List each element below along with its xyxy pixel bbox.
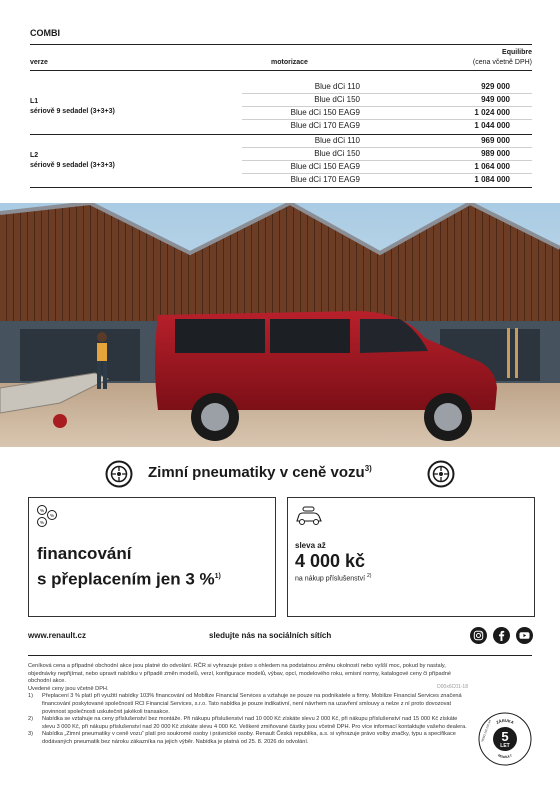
price-cell: 1 024 000 [474,108,510,117]
engine-cell: Blue dCi 150 EAG9 [290,162,360,171]
table-row [242,148,532,161]
hero-photo [0,203,560,447]
engine-cell: Blue dCi 170 EAG9 [290,121,360,130]
table-header-divider [30,70,532,71]
price-cell: 929 000 [481,82,510,91]
engine-cell: Blue dCi 110 [314,82,360,91]
engine-cell: Blue dCi 150 EAG9 [290,108,360,117]
financing-line1: financování [37,544,132,563]
svg-text:%: % [39,519,45,525]
price-cell: 1 064 000 [474,162,510,171]
svg-text:%: % [49,512,55,518]
engine-cell: Blue dCi 110 [314,136,360,145]
financing-box [28,497,276,617]
warranty-badge [478,712,532,766]
footnote-number: 2) [28,716,33,723]
badge-bottom-text: RENAULT [497,753,513,760]
footnote-text: Přeplacení 3 % platí při využití nabídky 103% financování od Mobilize Financial Services a vztahuje se pouze na podnikatele a firmy. Mobilize Financial Services značená financování poskytované společností RCI Financial Services, s.r.o. Tato nabídka je pouze indikativní, není návrhem na uzavření smlouvy a nelze z ní proto dovozovat povinnost společnosti uskutečnit jakékoli transakce. [42,693,462,715]
financing-line2: s přeplacením jen 3 % [37,569,215,589]
document-ref: D00x6C01-18 [437,684,468,690]
footnote-text: Nabídka „Zimní pneumatiky v ceně vozu“ platí pro soukromé osoby i právnické osoby. Renault Česká republika, a.s. si vyhrazuje právo volby značky, typu a specifikace dodávaných pneumatik bez nároku zákazníka na jejich výběr. Nabídka je platná od 25. 8. 2026 do odvolání. [42,731,456,745]
badge-top-text: ZÁRUKA [495,717,515,725]
badge-unit: LET [500,743,510,749]
winter-tyres-ref: 3) [364,464,372,473]
badge-left-text: NEBO 200 000 km [480,719,492,743]
facebook-icon[interactable] [493,627,510,644]
fine-print [28,663,468,747]
financing-ref: 1) [214,573,221,580]
footnote-text: Nabídka se vztahuje na ceny příslušenství bez montáže. Při nákupu příslušenství nad 10 000 Kč získáte slevu 2 000 Kč, při nákupu příslušenství nad 15 000 Kč získáte slevu 3 000 Kč, při nákupu příslušenství nad 20 000 Kč získáte slevu 4 000 Kč. Veškeré zmiňované částky jsou včetně DPH. Pro více informací kontaktujte vašeho dealera. [42,716,467,730]
discount-value: 4 000 kč [295,551,366,571]
car-roofbox-icon [294,506,324,528]
col-header-verze: verze [30,59,48,66]
table-row [242,107,532,120]
col-header-motorizace: motorizace [271,59,308,66]
footnote [28,731,468,746]
table-group-l1 [30,80,532,135]
engine-cell: Blue dCi 170 EAG9 [290,175,360,184]
price-cell: 949 000 [481,95,510,104]
col-header-price [473,48,532,68]
financing-text [37,542,221,591]
table-group-l2 [30,134,532,189]
price-cell: 1 084 000 [474,175,510,184]
youtube-icon[interactable] [516,627,533,644]
section-title: COMBI [30,28,60,38]
discount-label: sleva až [295,541,326,550]
table-row [242,94,532,107]
footnote [28,693,468,716]
footnote [28,716,468,731]
tyre-icon [427,460,455,488]
discount-note [295,573,371,582]
discount-note-text: na nákup příslušenství [295,575,366,583]
price-cell: 989 000 [481,149,510,158]
footnote-number: 3) [28,731,33,738]
tyre-icon [105,460,133,488]
price-cell: 1 044 000 [474,121,510,130]
table-row [242,81,532,94]
group-seats: sériově 9 sedadel (3+3+3) [30,108,115,115]
group-name: L2 [30,152,39,159]
svg-text:%: % [39,507,45,513]
winter-tyres-text: Zimní pneumatiky v ceně vozu [148,464,365,481]
percent-coins-icon [35,504,59,528]
table-row [242,135,532,148]
winter-tyres-title [148,464,372,481]
accessories-discount-box [287,497,535,617]
vat-note: Uvedené ceny jsou včetně DPH. [28,685,109,692]
table-row [242,120,532,133]
table-row [242,174,532,187]
footnote-number: 1) [28,693,33,700]
header-divider [30,44,532,45]
social-text: sledujte nás na sociálních sítích [209,631,332,640]
table-row [242,161,532,174]
website-link[interactable]: www.renault.cz [28,631,86,640]
fine-print-intro: Ceníková cena a případné obchodní akce jsou platné do odvolání. RČR si vyhrazuje právo s ohledem na podstatnou změnu okolností nebo vyšší moc, pokud by nastaly, objednávky nepřijímat, nebo upravit nabídku v případě změn modelů, verzí, konfigurace modelů, výbav, opcí, modelového roku, emisní normy, katalogové ceny či případné obchodní akce. [28,663,451,685]
group-label [30,151,115,171]
col-header-price-title: Equilibre [502,49,532,56]
price-cell: 969 000 [481,136,510,145]
group-label [30,97,115,117]
footer-divider [28,655,532,656]
group-name: L1 [30,98,39,105]
winter-tyres-banner [0,452,560,496]
group-seats: sériově 9 sedadel (3+3+3) [30,162,115,169]
badge-number: 5 [501,729,509,744]
discount-ref: 2) [367,573,372,579]
instagram-icon[interactable] [470,627,487,644]
engine-cell: Blue dCi 150 [314,95,360,104]
col-header-price-note: (cena včetně DPH) [472,59,532,66]
table-bottom-divider [30,187,532,188]
engine-cell: Blue dCi 150 [314,149,360,158]
